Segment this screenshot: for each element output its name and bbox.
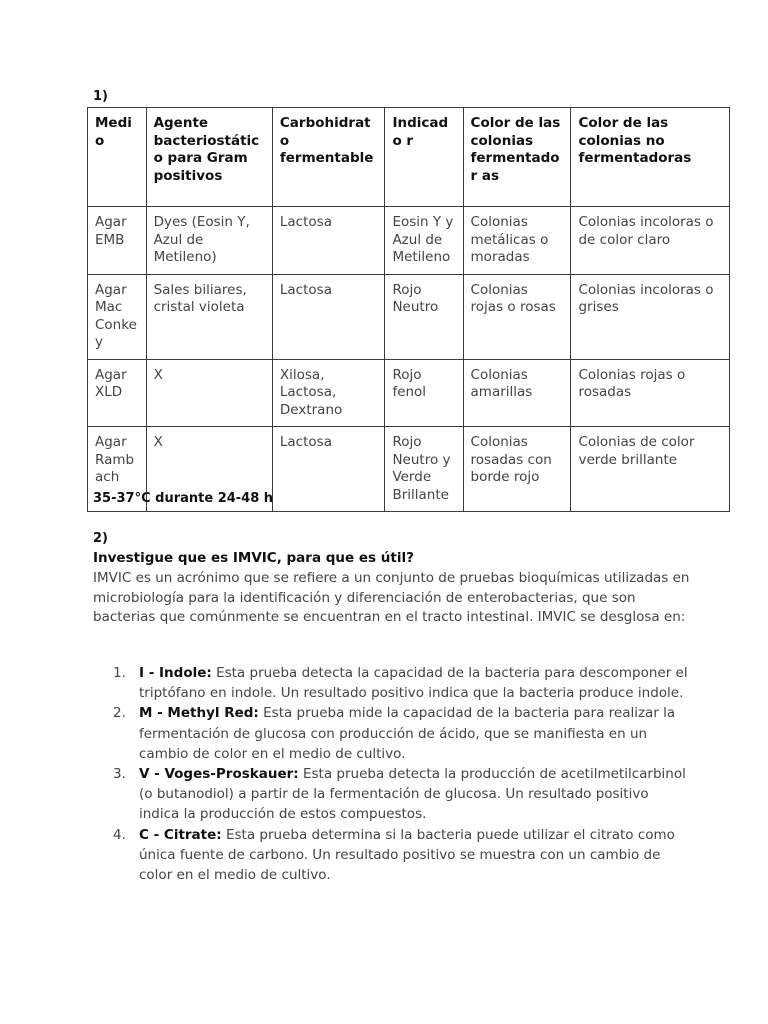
table-row — [88, 359, 730, 427]
table-cell: Lactosa — [272, 274, 385, 359]
test-description: Esta prueba mide la capacidad de la bacteria para realizar la fermentación de glucosa con producción de ácido, que se manifiesta en un cambio de color en el medio de cultivo. — [139, 705, 676, 762]
header-color-no-fermentadoras: Color de las colonias no fermentadoras — [571, 108, 730, 207]
table-header-row — [88, 108, 730, 207]
list-item — [93, 825, 693, 886]
test-description: Esta prueba determina si la bacteria puede utilizar el citrato como única fuente de carbono. Un resultado positivo se muestra con un cambio de color en el medio de cultivo. — [139, 826, 675, 884]
table-cell: Agar Mac Conkey — [88, 274, 147, 359]
imvic-test-list — [93, 663, 693, 885]
table-row — [88, 207, 730, 275]
list-item — [93, 663, 693, 703]
test-description: Esta prueba detecta la producción de acetilmetilcarbinol (o butanodiol) a partir de la fermentación de glucosa. Un resultado positivo indica la producción de estos compuestos. — [139, 766, 686, 823]
header-agente: Agente bacteriostátic o para Gram positivos — [146, 108, 272, 207]
table-cell: Dyes (Eosin Y, Azul de Metileno) — [146, 207, 272, 275]
table-cell: Colonias rojas o rosas — [463, 274, 571, 359]
table-cell: Agar EMB — [88, 207, 147, 275]
test-term: V - Voges-Proskauer: — [139, 766, 299, 783]
table-row — [88, 274, 730, 359]
header-indicador: Indicado r — [385, 108, 463, 207]
list-number: 1. — [113, 665, 126, 681]
table-cell: Rojo Neutro y Verde Brillante — [385, 427, 463, 512]
test-description: Esta prueba detecta la capacidad de la bacteria para descomponer el triptófano en indole. Un resultado positivo indica que la bacteria produce indole. — [139, 665, 688, 702]
incubation-note: 35-37°C durante 24-48 h — [93, 491, 274, 506]
list-number: 4. — [113, 826, 126, 843]
table-cell: Colonias incoloras o de color claro — [571, 207, 730, 275]
section-2-label: 2) — [93, 531, 108, 546]
section-1-label: 1) — [93, 89, 108, 104]
culture-media-table — [87, 107, 730, 512]
header-color-fermentadoras: Color de las colonias fermentador as — [463, 108, 571, 207]
question-heading: Investigue que es IMVIC, para que es útil? — [93, 550, 414, 566]
list-number: 3. — [113, 766, 126, 783]
test-term: I - Indole: — [139, 665, 212, 681]
table-cell: Colonias de color verde brillante — [571, 427, 730, 512]
table-cell: Rojo fenol — [385, 359, 463, 427]
table-cell: Lactosa — [272, 207, 385, 275]
table-cell: X — [146, 359, 272, 427]
header-carbohidrato: Carbohidrato fermentable — [272, 108, 385, 207]
test-term: M - Methyl Red: — [139, 705, 259, 722]
table-cell: X — [146, 427, 272, 512]
table-cell: Eosin Y y Azul de Metileno — [385, 207, 463, 275]
table-cell: Colonias amarillas — [463, 359, 571, 427]
table-cell: Colonias rojas o rosadas — [571, 359, 730, 427]
list-item — [93, 764, 693, 825]
table-cell: Xilosa, Lactosa, Dextrano — [272, 359, 385, 427]
table-cell: Colonias rosadas con borde rojo — [463, 427, 571, 512]
list-number: 2. — [113, 705, 126, 722]
header-medio: Medio — [88, 108, 147, 207]
table-cell: Sales biliares, cristal violeta — [146, 274, 272, 359]
table-cell: Rojo Neutro — [385, 274, 463, 359]
table-cell: Agar XLD — [88, 359, 147, 427]
table-cell: Agar Rambach — [88, 427, 147, 512]
test-term: C - Citrate: — [139, 826, 222, 843]
table-cell: Colonias incoloras o grises — [571, 274, 730, 359]
list-item — [93, 703, 693, 764]
intro-paragraph: IMVIC es un acrónimo que se refiere a un conjunto de pruebas bioquímicas utilizadas en microbiología para la identificación y diferenciación de enterobacterias, que son bacterias que comúnmente se encuentran en el tracto intestinal. IMVIC se desglosa en: — [93, 570, 690, 626]
table-cell: Colonias metálicas o moradas — [463, 207, 571, 275]
table-cell: Lactosa — [272, 427, 385, 512]
